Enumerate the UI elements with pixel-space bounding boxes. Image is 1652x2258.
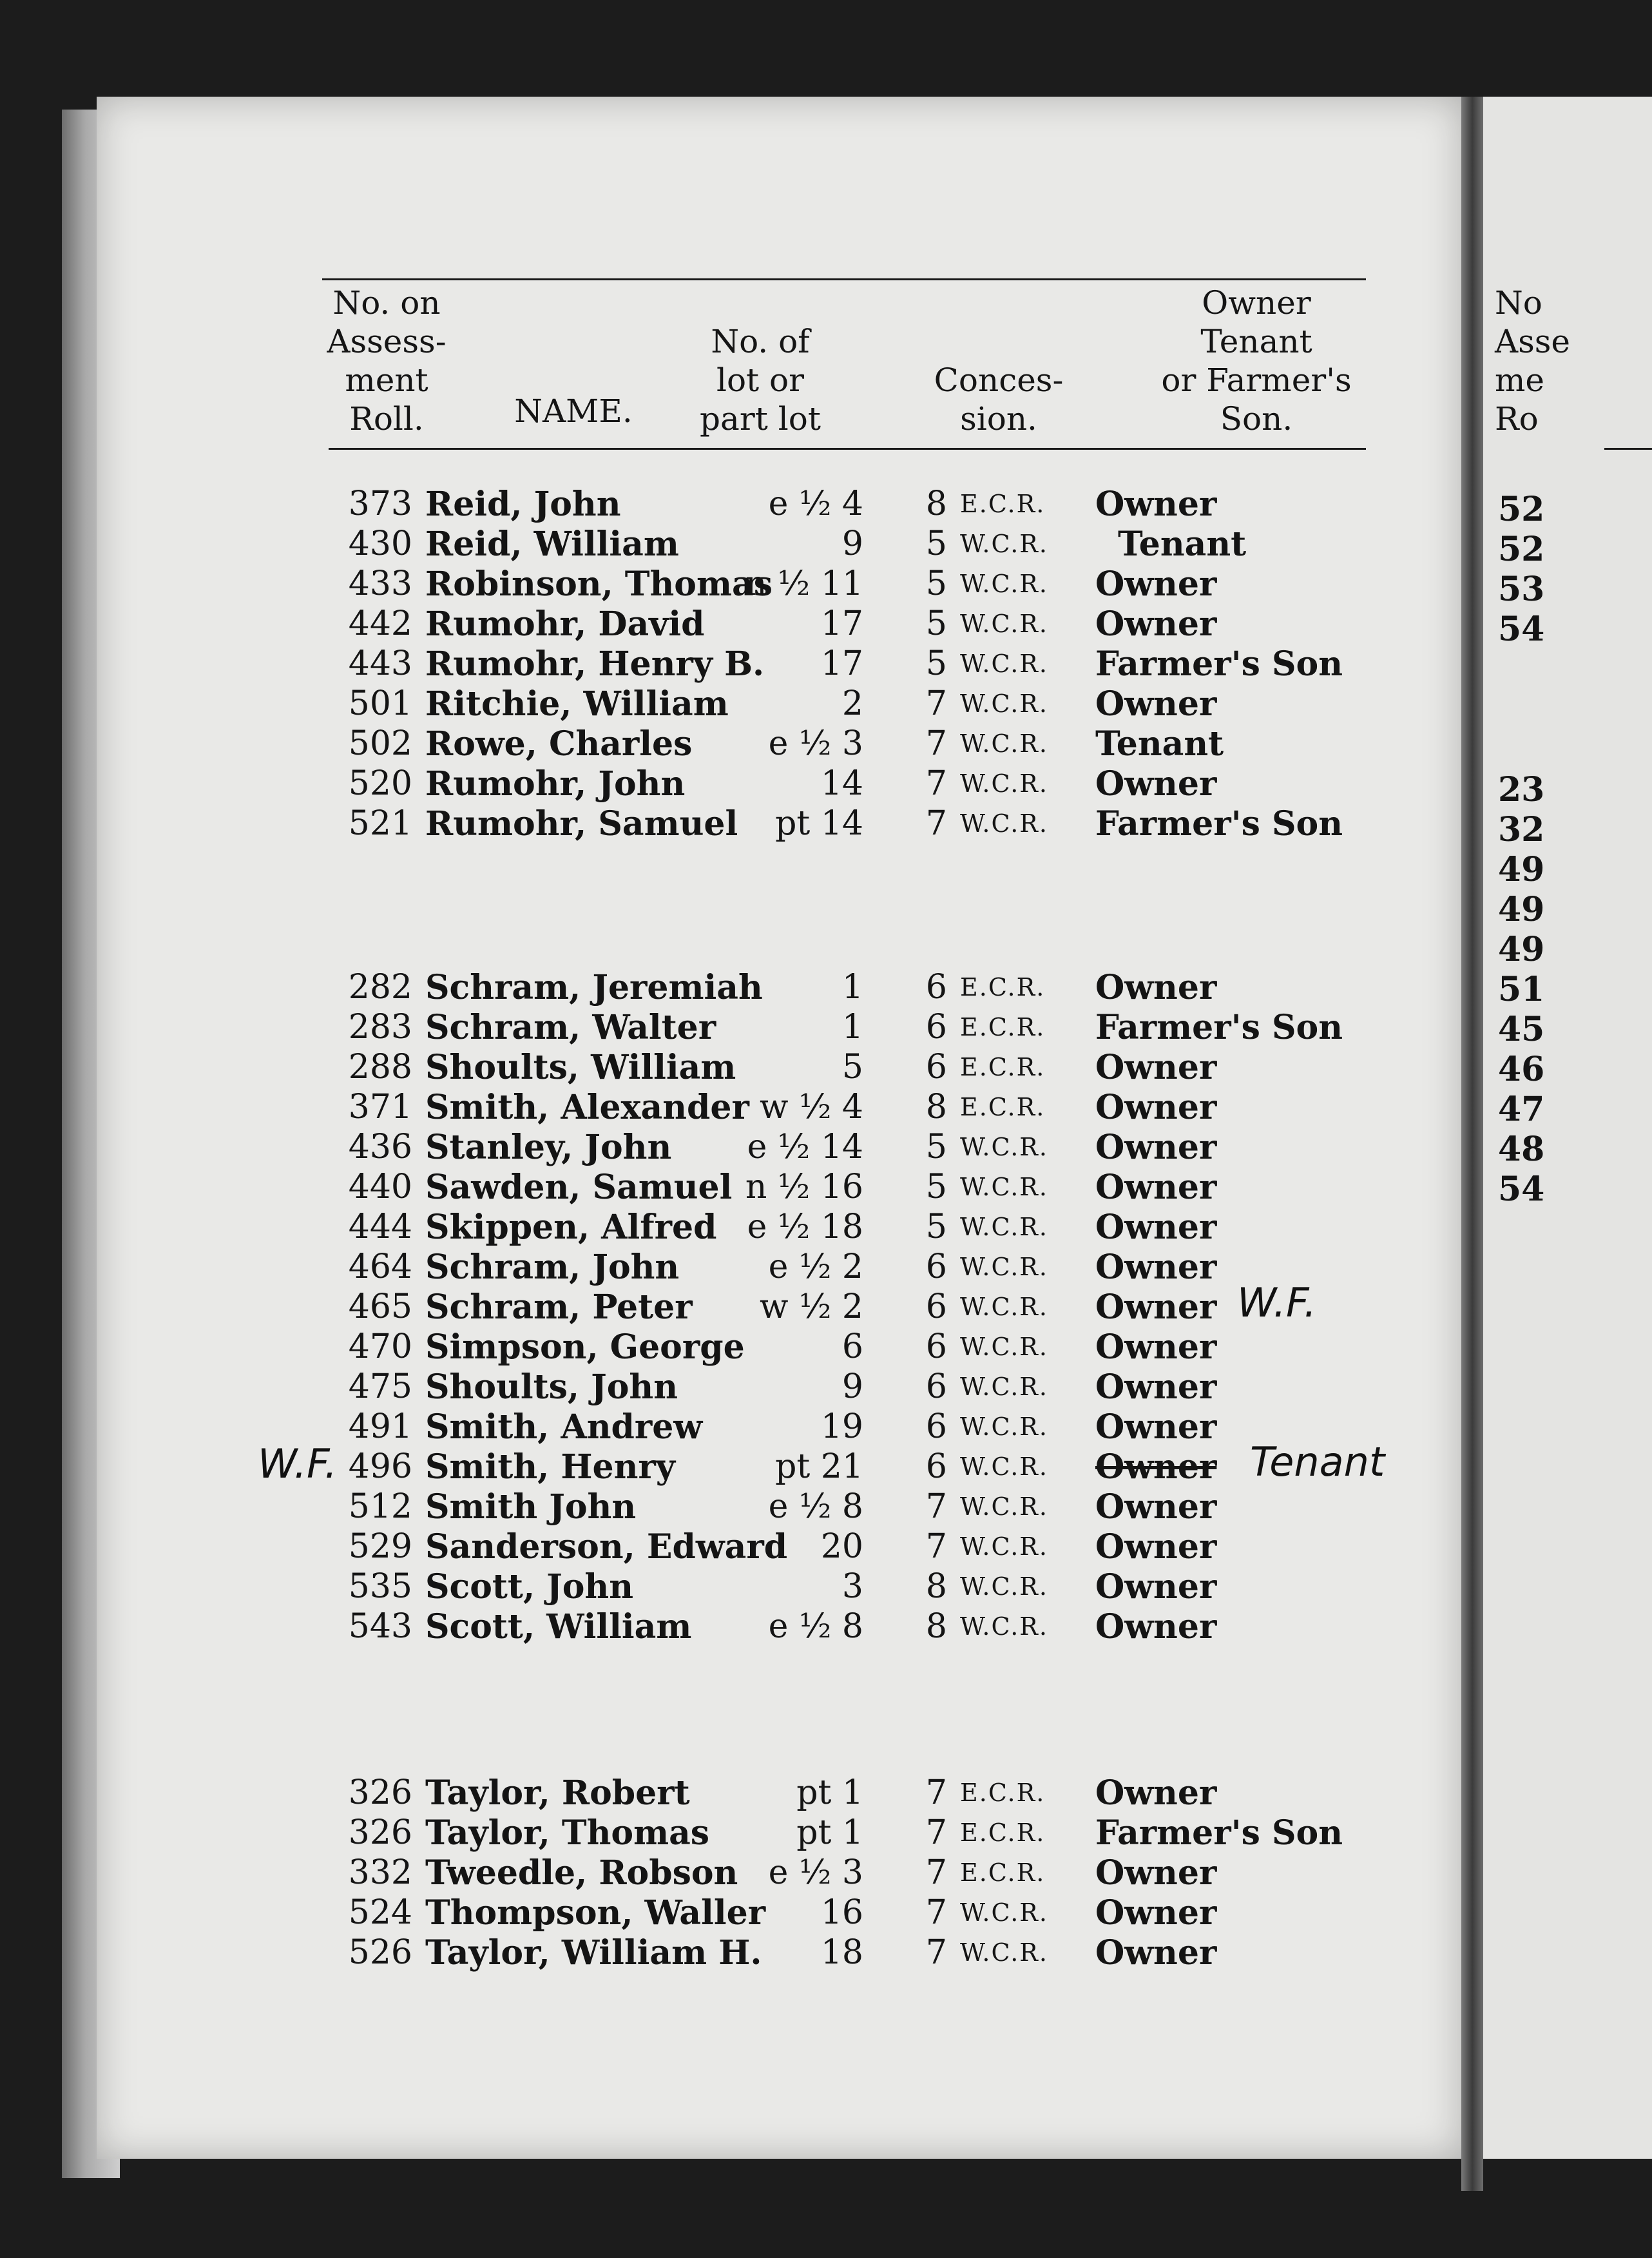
status: Owner [1095,1527,1217,1567]
lot-number: 16 [820,1893,863,1932]
concession-road: W.C.R. [960,530,1048,558]
table-row [0,1008,1353,1048]
concession-number: 6 [925,1367,947,1406]
lot-number: pt 21 [775,1447,863,1486]
lot-number: pt 1 [796,1813,863,1852]
status: Owner [1095,1607,1217,1646]
status: Owner [1095,1853,1217,1893]
owner-name: Shoults, William [425,1048,736,1087]
concession-road: W.C.R. [960,1413,1048,1441]
concession-road: E.C.R. [960,973,1046,1001]
lot-number: 6 [841,1327,863,1366]
right-page-number: 46 [1498,1050,1545,1089]
owner-name: Robinson, Thomas [425,564,773,604]
right-page-rule [1604,448,1652,450]
roll-number: 521 [348,804,412,843]
right-page-number: 53 [1498,570,1545,609]
status: Farmer's Son [1095,644,1343,684]
roll-number: 433 [348,564,412,603]
owner-name: Taylor, Thomas [425,1813,710,1853]
table-row [0,1208,1353,1248]
table-row [0,968,1353,1008]
concession-number: 6 [925,1008,947,1047]
lot-number: e ½ 18 [747,1208,863,1246]
owner-name: Skippen, Alfred [425,1208,717,1247]
table-row [0,1933,1353,1973]
concession-road: W.C.R. [960,1938,1048,1967]
status: Owner [1095,1048,1217,1087]
lot-number: e ½ 14 [747,1128,863,1166]
right-page-number: 48 [1498,1130,1545,1169]
owner-name: Schram, John [425,1248,680,1287]
status: Owner [1095,1088,1217,1127]
lot-number: e ½ 3 [768,1853,863,1892]
roll-number: 491 [348,1407,412,1446]
lot-number: e ½ 8 [768,1607,863,1646]
lot-number: 1 [841,968,863,1007]
concession-road: E.C.R. [960,1013,1046,1041]
roll-number: 529 [348,1527,412,1566]
owner-name: Reid, William [425,525,679,564]
concession-road: W.C.R. [960,1333,1048,1361]
table-row [0,1567,1353,1607]
header-bottom-rule [329,448,1366,450]
concession-road: W.C.R. [960,1452,1048,1481]
concession-number: 8 [925,485,947,523]
table-row [0,1607,1353,1647]
table-row [0,644,1353,684]
owner-name: Smith, Henry [425,1447,675,1487]
right-page-number: 45 [1498,1010,1545,1049]
roll-number: 442 [348,604,412,643]
header-col-concession: Conces- sion. [934,362,1064,438]
table-row [0,1367,1353,1407]
status: Owner [1095,1248,1217,1287]
status: Owner [1095,1567,1217,1607]
lot-number: 14 [820,764,863,803]
handwritten-note-tenant: Tenant [1250,1438,1385,1485]
owner-name: Smith, Alexander [425,1088,749,1127]
table-row [0,804,1353,844]
owner-name: Rumohr, Samuel [425,804,738,844]
lot-number: e ½ 2 [768,1248,863,1286]
concession-road: W.C.R. [960,1532,1048,1561]
status: Farmer's Son [1095,1008,1343,1047]
roll-number: 282 [348,968,412,1007]
lot-number: 19 [820,1407,863,1446]
roll-number: 326 [348,1773,412,1812]
concession-road: W.C.R. [960,809,1048,838]
right-page-header: No Asse me Ro [1495,284,1571,438]
concession-number: 5 [925,1208,947,1246]
lot-number: pt 14 [775,804,863,843]
owner-name: Taylor, William H. [425,1933,762,1973]
status: Owner [1095,968,1217,1007]
owner-name: Sanderson, Edward [425,1527,788,1567]
lot-number: pt 1 [796,1773,863,1812]
lot-number: e ½ 8 [768,1487,863,1526]
roll-number: 373 [348,485,412,523]
concession-number: 6 [925,1447,947,1486]
lot-number: w ½ 2 [759,1288,863,1326]
concession-number: 7 [925,1893,947,1932]
handwritten-note-wf: W.F. [258,1440,338,1487]
concession-road: E.C.R. [960,1779,1046,1807]
status: Owner [1095,1933,1217,1973]
table-row [0,1048,1353,1088]
roll-number: 443 [348,644,412,683]
lot-number: 18 [820,1933,863,1972]
concession-number: 7 [925,1773,947,1812]
status: Owner [1095,1773,1217,1813]
right-page-number: 52 [1498,490,1545,529]
table-row [0,525,1353,564]
roll-number: 371 [348,1088,412,1126]
concession-number: 5 [925,644,947,683]
roll-number: 502 [348,724,412,763]
owner-name: Reid, John [425,485,621,524]
owner-name: Rowe, Charles [425,724,693,764]
status: Owner [1095,684,1217,724]
header-col-lot: No. of lot or part lot [700,323,821,438]
roll-number: 520 [348,764,412,803]
concession-number: 7 [925,764,947,803]
status: Tenant [1118,525,1247,564]
status: Owner [1095,1487,1217,1527]
roll-number: 475 [348,1367,412,1406]
right-page-number: 49 [1498,890,1545,929]
table-row [0,764,1353,804]
right-page-number: 52 [1498,530,1545,569]
right-page-number: 51 [1498,970,1545,1009]
status: Farmer's Son [1095,1813,1343,1853]
lot-number: 17 [820,604,863,643]
concession-road: W.C.R. [960,1253,1048,1281]
concession-road: E.C.R. [960,1819,1046,1847]
owner-name: Tweedle, Robson [425,1853,738,1893]
concession-road: W.C.R. [960,610,1048,638]
status: Owner [1095,1327,1217,1367]
roll-number: 332 [348,1853,412,1892]
roll-number: 465 [348,1288,412,1326]
concession-road: W.C.R. [960,690,1048,718]
concession-road: W.C.R. [960,1572,1048,1601]
roll-number: 512 [348,1487,412,1526]
status: Tenant [1095,724,1224,764]
owner-name: Scott, John [425,1567,634,1607]
concession-number: 7 [925,1933,947,1972]
roll-number: 496 [348,1447,412,1486]
lot-number: 2 [841,684,863,723]
table-row [0,1327,1353,1367]
concession-number: 7 [925,684,947,723]
table-row [0,1447,1353,1487]
roll-number: 430 [348,525,412,563]
concession-road: W.C.R. [960,1173,1048,1201]
header-col-name: NAME. [514,392,633,430]
concession-road: E.C.R. [960,1053,1046,1081]
concession-road: W.C.R. [960,1293,1048,1321]
lot-number: 1 [841,1008,863,1047]
table-row [0,1893,1353,1933]
book-gutter [1461,97,1483,2191]
concession-number: 5 [925,604,947,643]
header-col-no: No. on Assess- ment Roll. [327,284,447,438]
table-row [0,1813,1353,1853]
roll-number: 535 [348,1567,412,1606]
concession-road: W.C.R. [960,570,1048,598]
status: Owner [1095,1288,1217,1327]
owner-name: Smith, Andrew [425,1407,703,1447]
roll-number: 288 [348,1048,412,1086]
owner-name: Schram, Peter [425,1288,693,1327]
concession-road: W.C.R. [960,1373,1048,1401]
owner-name: Smith John [425,1487,637,1527]
concession-road: W.C.R. [960,1492,1048,1521]
right-page-number: 54 [1498,610,1545,649]
concession-number: 7 [925,1853,947,1892]
roll-number: 470 [348,1327,412,1366]
table-row [0,485,1353,525]
roll-number: 464 [348,1248,412,1286]
table-row [0,1407,1353,1447]
right-page-number: 49 [1498,930,1545,969]
concession-number: 5 [925,525,947,563]
concession-road: W.C.R. [960,729,1048,758]
table-row [0,724,1353,764]
concession-road: W.C.R. [960,1612,1048,1641]
right-page-number: 54 [1498,1170,1545,1209]
table-row [0,1168,1353,1208]
lot-number: e ½ 4 [768,485,863,523]
table-row [0,564,1353,604]
roll-number: 440 [348,1168,412,1206]
status: Farmer's Son [1095,804,1343,844]
roll-number: 444 [348,1208,412,1246]
concession-road: W.C.R. [960,650,1048,678]
header-top-rule [322,278,1366,280]
status: Owner [1095,1893,1217,1933]
status: Owner [1095,1208,1217,1247]
table-row [0,1128,1353,1168]
concession-road: W.C.R. [960,1213,1048,1241]
concession-road: E.C.R. [960,1858,1046,1887]
roll-number: 436 [348,1128,412,1166]
owner-name: Schram, Jeremiah [425,968,763,1007]
concession-road: W.C.R. [960,769,1048,798]
concession-number: 8 [925,1607,947,1646]
table-row [0,1853,1353,1893]
owner-name: Shoults, John [425,1367,678,1407]
owner-name: Stanley, John [425,1128,672,1167]
concession-road: W.C.R. [960,1898,1048,1927]
right-page-number: 49 [1498,850,1545,889]
lot-number: 20 [820,1527,863,1566]
right-page-number: 23 [1498,770,1545,809]
concession-number: 5 [925,564,947,603]
roll-number: 326 [348,1813,412,1852]
concession-number: 7 [925,1527,947,1566]
owner-name: Scott, William [425,1607,692,1646]
lot-number: n ½ 16 [745,1168,863,1206]
status: Owner [1095,1168,1217,1207]
roll-number: 283 [348,1008,412,1047]
concession-number: 6 [925,1048,947,1086]
roll-number: 524 [348,1893,412,1932]
header-col-status: Owner Tenant or Farmer's Son. [1161,284,1352,438]
owner-name: Simpson, George [425,1327,745,1367]
concession-number: 5 [925,1168,947,1206]
status: Owner [1095,564,1217,604]
status: Owner [1095,1367,1217,1407]
lot-number: 5 [841,1048,863,1086]
owner-name: Thompson, Waller [425,1893,766,1933]
concession-number: 5 [925,1128,947,1166]
roll-number: 526 [348,1933,412,1972]
owner-name: Rumohr, David [425,604,705,644]
table-row [0,604,1353,644]
roll-number: 501 [348,684,412,723]
concession-road: E.C.R. [960,1093,1046,1121]
table-row [0,1288,1353,1327]
right-page-number: 47 [1498,1090,1545,1129]
lot-number: n ½ 11 [745,564,863,603]
concession-number: 6 [925,1288,947,1326]
concession-number: 7 [925,1813,947,1852]
status: Owner [1095,1447,1217,1487]
owner-name: Sawden, Samuel [425,1168,733,1207]
owner-name: Rumohr, John [425,764,686,804]
lot-number: 17 [820,644,863,683]
status: Owner [1095,1128,1217,1167]
concession-number: 8 [925,1088,947,1126]
status: Owner [1095,764,1217,804]
owner-name: Taylor, Robert [425,1773,690,1813]
roll-number: 543 [348,1607,412,1646]
lot-number: 3 [841,1567,863,1606]
concession-road: W.C.R. [960,1133,1048,1161]
concession-number: 6 [925,1407,947,1446]
owner-name: Rumohr, Henry B. [425,644,765,684]
concession-number: 6 [925,1248,947,1286]
owner-name: Schram, Walter [425,1008,716,1047]
concession-number: 7 [925,1487,947,1526]
lot-number: 9 [841,1367,863,1406]
lot-number: e ½ 3 [768,724,863,763]
table-row [0,1487,1353,1527]
concession-road: E.C.R. [960,490,1046,518]
concession-number: 6 [925,1327,947,1366]
concession-number: 8 [925,1567,947,1606]
table-row [0,684,1353,724]
lot-number: 9 [841,525,863,563]
handwritten-note-wf: W.F. [1237,1279,1317,1326]
lot-number: w ½ 4 [759,1088,863,1126]
table-row [0,1527,1353,1567]
table-row [0,1773,1353,1813]
concession-number: 7 [925,724,947,763]
table-row [0,1248,1353,1288]
concession-number: 6 [925,968,947,1007]
owner-name: Ritchie, William [425,684,729,724]
concession-number: 7 [925,804,947,843]
status: Owner [1095,1407,1217,1447]
status: Owner [1095,604,1217,644]
status: Owner [1095,485,1217,524]
table-row [0,1088,1353,1128]
right-page-number: 32 [1498,810,1545,849]
